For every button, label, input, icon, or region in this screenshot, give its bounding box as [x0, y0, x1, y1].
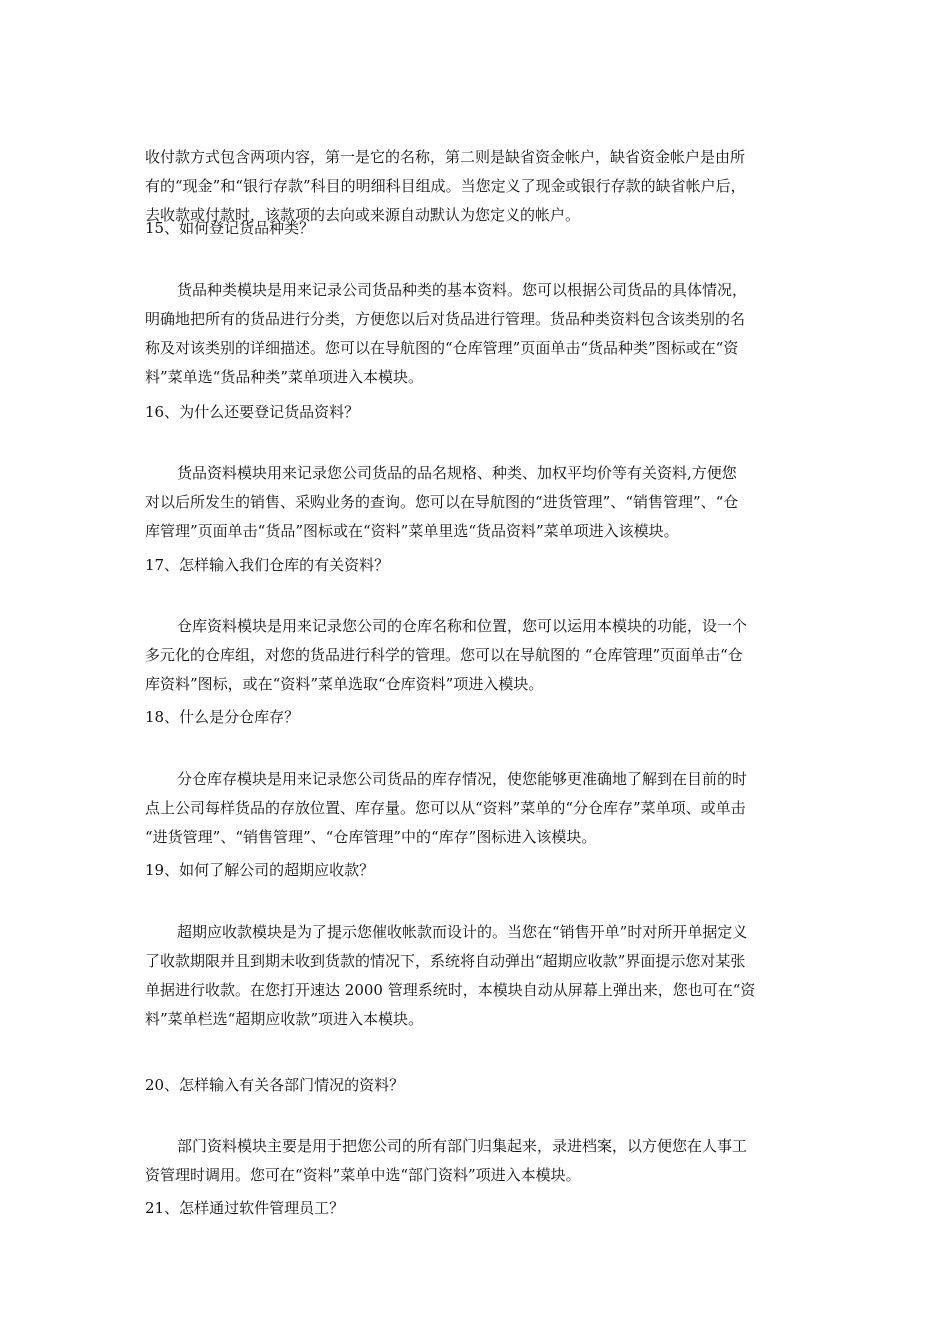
question-19-heading: 19、如何了解公司的超期应收款？ [145, 861, 375, 879]
question-17-heading: 17、怎样输入我们仓库的有关资料？ [145, 556, 390, 574]
text-line: 料”菜单栏选“超期应收款”项进入本模块。 [145, 1010, 424, 1028]
text-line: 料”菜单选“货品种类”菜单项进入本模块。 [145, 368, 424, 386]
answer-19-paragraph [145, 918, 810, 1034]
question-16-heading: 16、为什么还要登记货品资料？ [145, 403, 360, 421]
text-line: 收付款方式包含两项内容，第一是它的名称，第二则是缺省资金帐户，缺省资金帐户是由所 [145, 148, 746, 166]
question-21-heading: 21、怎样通过软件管理员工？ [145, 1199, 345, 1217]
question-15-heading: 15、如何登记货品种类？ [145, 219, 315, 237]
text-line: 明确地把所有的货品进行分类，方便您以后对货品进行管理。货品种类资料包含该类别的名 [145, 310, 746, 328]
text-line: 对以后所发生的销售、采购业务的查询。您可以在导航图的“进货管理”、“销售管理”、“仓 [145, 493, 739, 511]
text-line: 库资料”图标，或在“资料”菜单选取“仓库资料”项进入模块。 [145, 675, 544, 693]
answer-16-paragraph [145, 459, 810, 546]
text-line: 去收款或付款时，该款项的去向或来源自动默认为您定义的帐户。 [145, 206, 581, 224]
text-line: 超期应收款模块是为了提示您催收帐款而设计的。当您在“销售开单”时对所开单据定义 [177, 923, 748, 941]
text-line: 称及对该类别的详细描述。您可以在导航图的“仓库管理”页面单击“货品种类”图标或在“资 [145, 339, 739, 357]
answer-18-paragraph [145, 765, 810, 852]
answer-20-paragraph [145, 1132, 810, 1190]
text-line: 点上公司每样货品的存放位置、库存量。您可以从“资料”菜单的“分仓库存”菜单项、或单击 [145, 799, 746, 817]
text-line: 部门资料模块主要是用于把您公司的所有部门归集起来，录进档案，以方便您在人事工 [177, 1137, 748, 1155]
text-line: 单据进行收款。在您打开速达 2000 管理系统时，本模块自动从屏幕上弹出来，您也可在“资 [145, 981, 756, 999]
text-line: 货品种类模块是用来记录公司货品种类的基本资料。您可以根据公司货品的具体情况， [177, 281, 748, 299]
text-line: 货品资料模块用来记录您公司货品的品名规格、种类、加权平均价等有关资料,方便您 [177, 464, 737, 482]
text-line: “进货管理”、“销售管理”、“仓库管理”中的“库存”图标进入该模块。 [145, 828, 597, 846]
question-20-heading: 20、怎样输入有关各部门情况的资料？ [145, 1076, 405, 1094]
text-line: 有的“现金”和“银行存款”科目的明细科目组成。当您定义了现金或银行存款的缺省帐户后， [145, 177, 746, 195]
answer-15-paragraph [145, 276, 810, 392]
text-line: 分仓库存模块是用来记录您公司货品的库存情况，使您能够更准确地了解到在目前的时 [177, 770, 748, 788]
question-18-heading: 18、什么是分仓库存？ [145, 708, 300, 726]
text-line: 了收款期限并且到期未收到货款的情况下，系统将自动弹出“超期应收款”界面提示您对某张 [145, 952, 746, 970]
answer-17-paragraph [145, 612, 810, 699]
text-line: 多元化的仓库组，对您的货品进行科学的管理。您可以在导航图的 “仓库管理”页面单击“仓 [145, 646, 743, 664]
text-line: 仓库资料模块是用来记录您公司的仓库名称和位置，您可以运用本模块的功能，设一个 [177, 617, 748, 635]
text-line: 库管理”页面单击“货品”图标或在“资料”菜单里选“货品资料”菜单项进入该模块。 [145, 522, 679, 540]
text-line: 资管理时调用。您可在“资料”菜单中选“部门资料”项进入本模块。 [145, 1166, 581, 1184]
